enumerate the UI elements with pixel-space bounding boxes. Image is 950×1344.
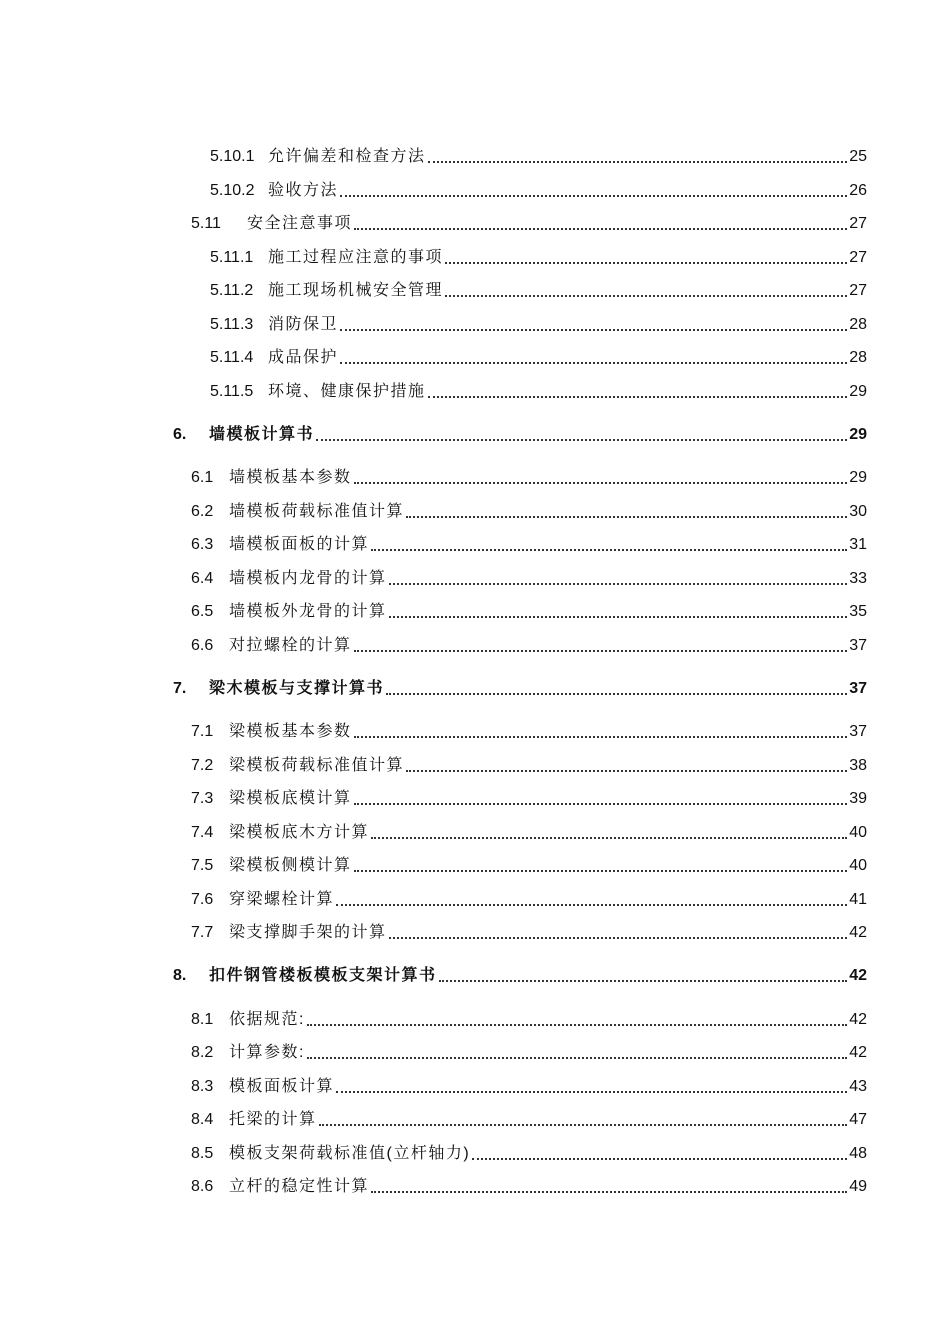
toc-dot-leader xyxy=(406,516,847,518)
toc-entry[interactable] xyxy=(191,1176,867,1198)
toc-entry-page: 38 xyxy=(849,757,867,774)
toc-entry-number: 5.11.1 xyxy=(210,249,254,266)
toc-entry-title: 施工过程应注意的事项 xyxy=(268,249,444,266)
toc-dot-leader xyxy=(336,1091,847,1093)
toc-entry[interactable] xyxy=(210,180,867,202)
toc-entry[interactable] xyxy=(210,381,867,403)
toc-dot-leader xyxy=(354,803,848,805)
toc-entry-page: 37 xyxy=(849,680,867,697)
toc-entry-page: 35 xyxy=(849,603,867,620)
toc-dot-leader xyxy=(371,1191,847,1193)
toc-dot-leader xyxy=(472,1158,847,1160)
toc-entry-page: 42 xyxy=(849,1011,867,1028)
toc-entry-title: 梁模板底木方计算 xyxy=(229,824,370,841)
toc-dot-leader xyxy=(439,980,848,982)
toc-entry[interactable] xyxy=(191,568,867,590)
toc-entry-number: 6.6 xyxy=(191,637,214,654)
toc-entry[interactable] xyxy=(191,635,867,657)
toc-dot-leader xyxy=(445,262,847,264)
toc-entry-page: 28 xyxy=(849,316,867,333)
toc-entry-page: 48 xyxy=(849,1145,867,1162)
toc-entry-title: 墙模板内龙骨的计算 xyxy=(229,570,387,587)
toc-entry-title: 消防保卫 xyxy=(268,316,339,333)
toc-entry-number: 8.6 xyxy=(191,1178,214,1195)
toc-entry[interactable] xyxy=(210,314,867,336)
toc-entry-page: 25 xyxy=(849,148,867,165)
toc-entry-page: 43 xyxy=(849,1078,867,1095)
toc-dot-leader xyxy=(340,362,847,364)
toc-entry-title: 模板面板计算 xyxy=(229,1078,335,1095)
toc-dot-leader xyxy=(428,161,848,163)
toc-entry[interactable] xyxy=(191,1109,867,1131)
toc-dot-leader xyxy=(445,295,847,297)
toc-entry-page: 27 xyxy=(849,282,867,299)
toc-entry[interactable] xyxy=(191,213,867,235)
toc-dot-leader xyxy=(371,837,847,839)
toc-entry-title: 立杆的稳定性计算 xyxy=(229,1178,370,1195)
toc-entry-number: 7.6 xyxy=(191,891,214,908)
toc-entry-page: 29 xyxy=(849,469,867,486)
toc-entry[interactable] xyxy=(173,424,867,446)
toc-entry-number: 6.4 xyxy=(191,570,214,587)
toc-entry-page: 42 xyxy=(849,924,867,941)
toc-entry-title: 墙模板计算书 xyxy=(209,426,315,443)
toc-entry[interactable] xyxy=(191,755,867,777)
toc-entry[interactable] xyxy=(191,1009,867,1031)
toc-entry-title: 梁模板侧模计算 xyxy=(229,857,352,874)
toc-entry[interactable] xyxy=(191,889,867,911)
toc-entry-number: 8.5 xyxy=(191,1145,214,1162)
toc-entry-title: 托梁的计算 xyxy=(229,1111,317,1128)
toc-entry-number: 7.1 xyxy=(191,723,214,740)
toc-entry-page: 27 xyxy=(849,249,867,266)
toc-dot-leader xyxy=(307,1057,847,1059)
toc-entry[interactable] xyxy=(191,855,867,877)
toc-entry-title: 允许偏差和检查方法 xyxy=(268,148,426,165)
toc-dot-leader xyxy=(336,904,847,906)
toc-entry-number: 5.11 xyxy=(191,215,221,232)
toc-entry-number: 5.10.2 xyxy=(210,182,255,199)
toc-entry[interactable] xyxy=(173,965,867,987)
toc-dot-leader xyxy=(428,396,848,398)
toc-entry-number: 8.3 xyxy=(191,1078,214,1095)
toc-dot-leader xyxy=(307,1024,847,1026)
toc-entry-page: 49 xyxy=(849,1178,867,1195)
toc-dot-leader xyxy=(386,693,847,695)
toc-dot-leader xyxy=(389,583,848,585)
toc-entry-title: 墙模板基本参数 xyxy=(229,469,352,486)
toc-entry-number: 5.10.1 xyxy=(210,148,255,165)
toc-entry-number: 7. xyxy=(173,680,187,697)
toc-entry-page: 40 xyxy=(849,824,867,841)
toc-entry-title: 环境、健康保护措施 xyxy=(268,383,426,400)
toc-entry-number: 5.11.3 xyxy=(210,316,254,333)
toc-entry-number: 7.3 xyxy=(191,790,214,807)
toc-entry[interactable] xyxy=(191,822,867,844)
toc-entry-title: 扣件钢管楼板模板支架计算书 xyxy=(209,967,437,984)
toc-entry-title: 墙模板荷载标准值计算 xyxy=(229,503,405,520)
toc-entry-number: 7.2 xyxy=(191,757,214,774)
toc-entry-title: 墙模板外龙骨的计算 xyxy=(229,603,387,620)
toc-entry-number: 7.4 xyxy=(191,824,214,841)
toc-entry-title: 安全注意事项 xyxy=(247,215,353,232)
toc-entry-number: 7.7 xyxy=(191,924,214,941)
toc-entry-page: 41 xyxy=(849,891,867,908)
toc-entry-page: 33 xyxy=(849,570,867,587)
toc-entry-number: 6.3 xyxy=(191,536,214,553)
toc-dot-leader xyxy=(319,1124,848,1126)
toc-entry-title: 依据规范: xyxy=(229,1011,305,1028)
toc-entry-title: 计算参数: xyxy=(229,1044,305,1061)
toc-entry-number: 5.11.4 xyxy=(210,349,254,366)
toc-dot-leader xyxy=(340,329,847,331)
toc-entry-page: 37 xyxy=(849,723,867,740)
toc-entry[interactable] xyxy=(191,922,867,944)
toc-entry-page: 47 xyxy=(849,1111,867,1128)
toc-entry-title: 梁支撑脚手架的计算 xyxy=(229,924,387,941)
toc-entry-title: 梁模板荷载标准值计算 xyxy=(229,757,405,774)
toc-entry-number: 5.11.5 xyxy=(210,383,254,400)
toc-entry-page: 29 xyxy=(849,426,867,443)
toc-entry-number: 8.1 xyxy=(191,1011,214,1028)
toc-entry-number: 8. xyxy=(173,967,187,984)
toc-entry[interactable] xyxy=(191,1042,867,1064)
toc-entry[interactable] xyxy=(173,678,867,700)
toc-entry-page: 42 xyxy=(849,1044,867,1061)
toc-entry-number: 6.2 xyxy=(191,503,214,520)
toc-entry[interactable] xyxy=(210,347,867,369)
toc-entry[interactable] xyxy=(210,280,867,302)
toc-entry-number: 8.2 xyxy=(191,1044,214,1061)
toc-dot-leader xyxy=(389,616,848,618)
toc-entry-number: 5.11.2 xyxy=(210,282,254,299)
toc-entry-title: 梁木模板与支撑计算书 xyxy=(209,680,385,697)
toc-dot-leader xyxy=(406,770,847,772)
toc-entry-page: 31 xyxy=(849,536,867,553)
toc-entry-page: 28 xyxy=(849,349,867,366)
toc-entry-title: 模板支架荷载标准值(立杆轴力) xyxy=(229,1145,471,1162)
toc-entry-title: 施工现场机械安全管理 xyxy=(268,282,444,299)
toc-entry[interactable] xyxy=(191,501,867,523)
toc-dot-leader xyxy=(354,650,848,652)
toc-entry-page: 27 xyxy=(849,215,867,232)
toc-entry[interactable] xyxy=(191,467,867,489)
toc-entry[interactable] xyxy=(210,247,867,269)
toc-dot-leader xyxy=(354,228,847,230)
toc-dot-leader xyxy=(389,937,848,939)
toc-entry-number: 7.5 xyxy=(191,857,214,874)
toc-entry-page: 26 xyxy=(849,182,867,199)
toc-entry[interactable] xyxy=(191,534,867,556)
toc-entry[interactable] xyxy=(191,788,867,810)
toc-dot-leader xyxy=(316,439,847,441)
toc-dot-leader xyxy=(354,870,848,872)
toc-entry-title: 对拉螺栓的计算 xyxy=(229,637,352,654)
toc-dot-leader xyxy=(371,549,847,551)
toc-entry-title: 梁模板基本参数 xyxy=(229,723,352,740)
toc-entry-number: 8.4 xyxy=(191,1111,214,1128)
toc-entry-title: 穿梁螺栓计算 xyxy=(229,891,335,908)
toc-entry[interactable] xyxy=(210,146,867,168)
toc-entry[interactable] xyxy=(191,1143,867,1165)
toc-entry[interactable] xyxy=(191,721,867,743)
toc-entry-page: 40 xyxy=(849,857,867,874)
toc-dot-leader xyxy=(354,736,848,738)
toc-entry-page: 39 xyxy=(849,790,867,807)
toc-entry-title: 墙模板面板的计算 xyxy=(229,536,370,553)
toc-entry-number: 6.5 xyxy=(191,603,214,620)
toc-entry-page: 29 xyxy=(849,383,867,400)
toc-entry[interactable] xyxy=(191,1076,867,1098)
toc-entry-title: 验收方法 xyxy=(268,182,339,199)
toc-dot-leader xyxy=(354,482,848,484)
toc-entry-number: 6.1 xyxy=(191,469,214,486)
toc-entry-title: 梁模板底模计算 xyxy=(229,790,352,807)
toc-dot-leader xyxy=(340,195,847,197)
toc-entry-number: 6. xyxy=(173,426,187,443)
toc-entry-title: 成品保护 xyxy=(268,349,339,366)
toc-entry[interactable] xyxy=(191,601,867,623)
toc-entry-page: 42 xyxy=(849,967,867,984)
toc-entry-page: 37 xyxy=(849,637,867,654)
toc-entry-page: 30 xyxy=(849,503,867,520)
